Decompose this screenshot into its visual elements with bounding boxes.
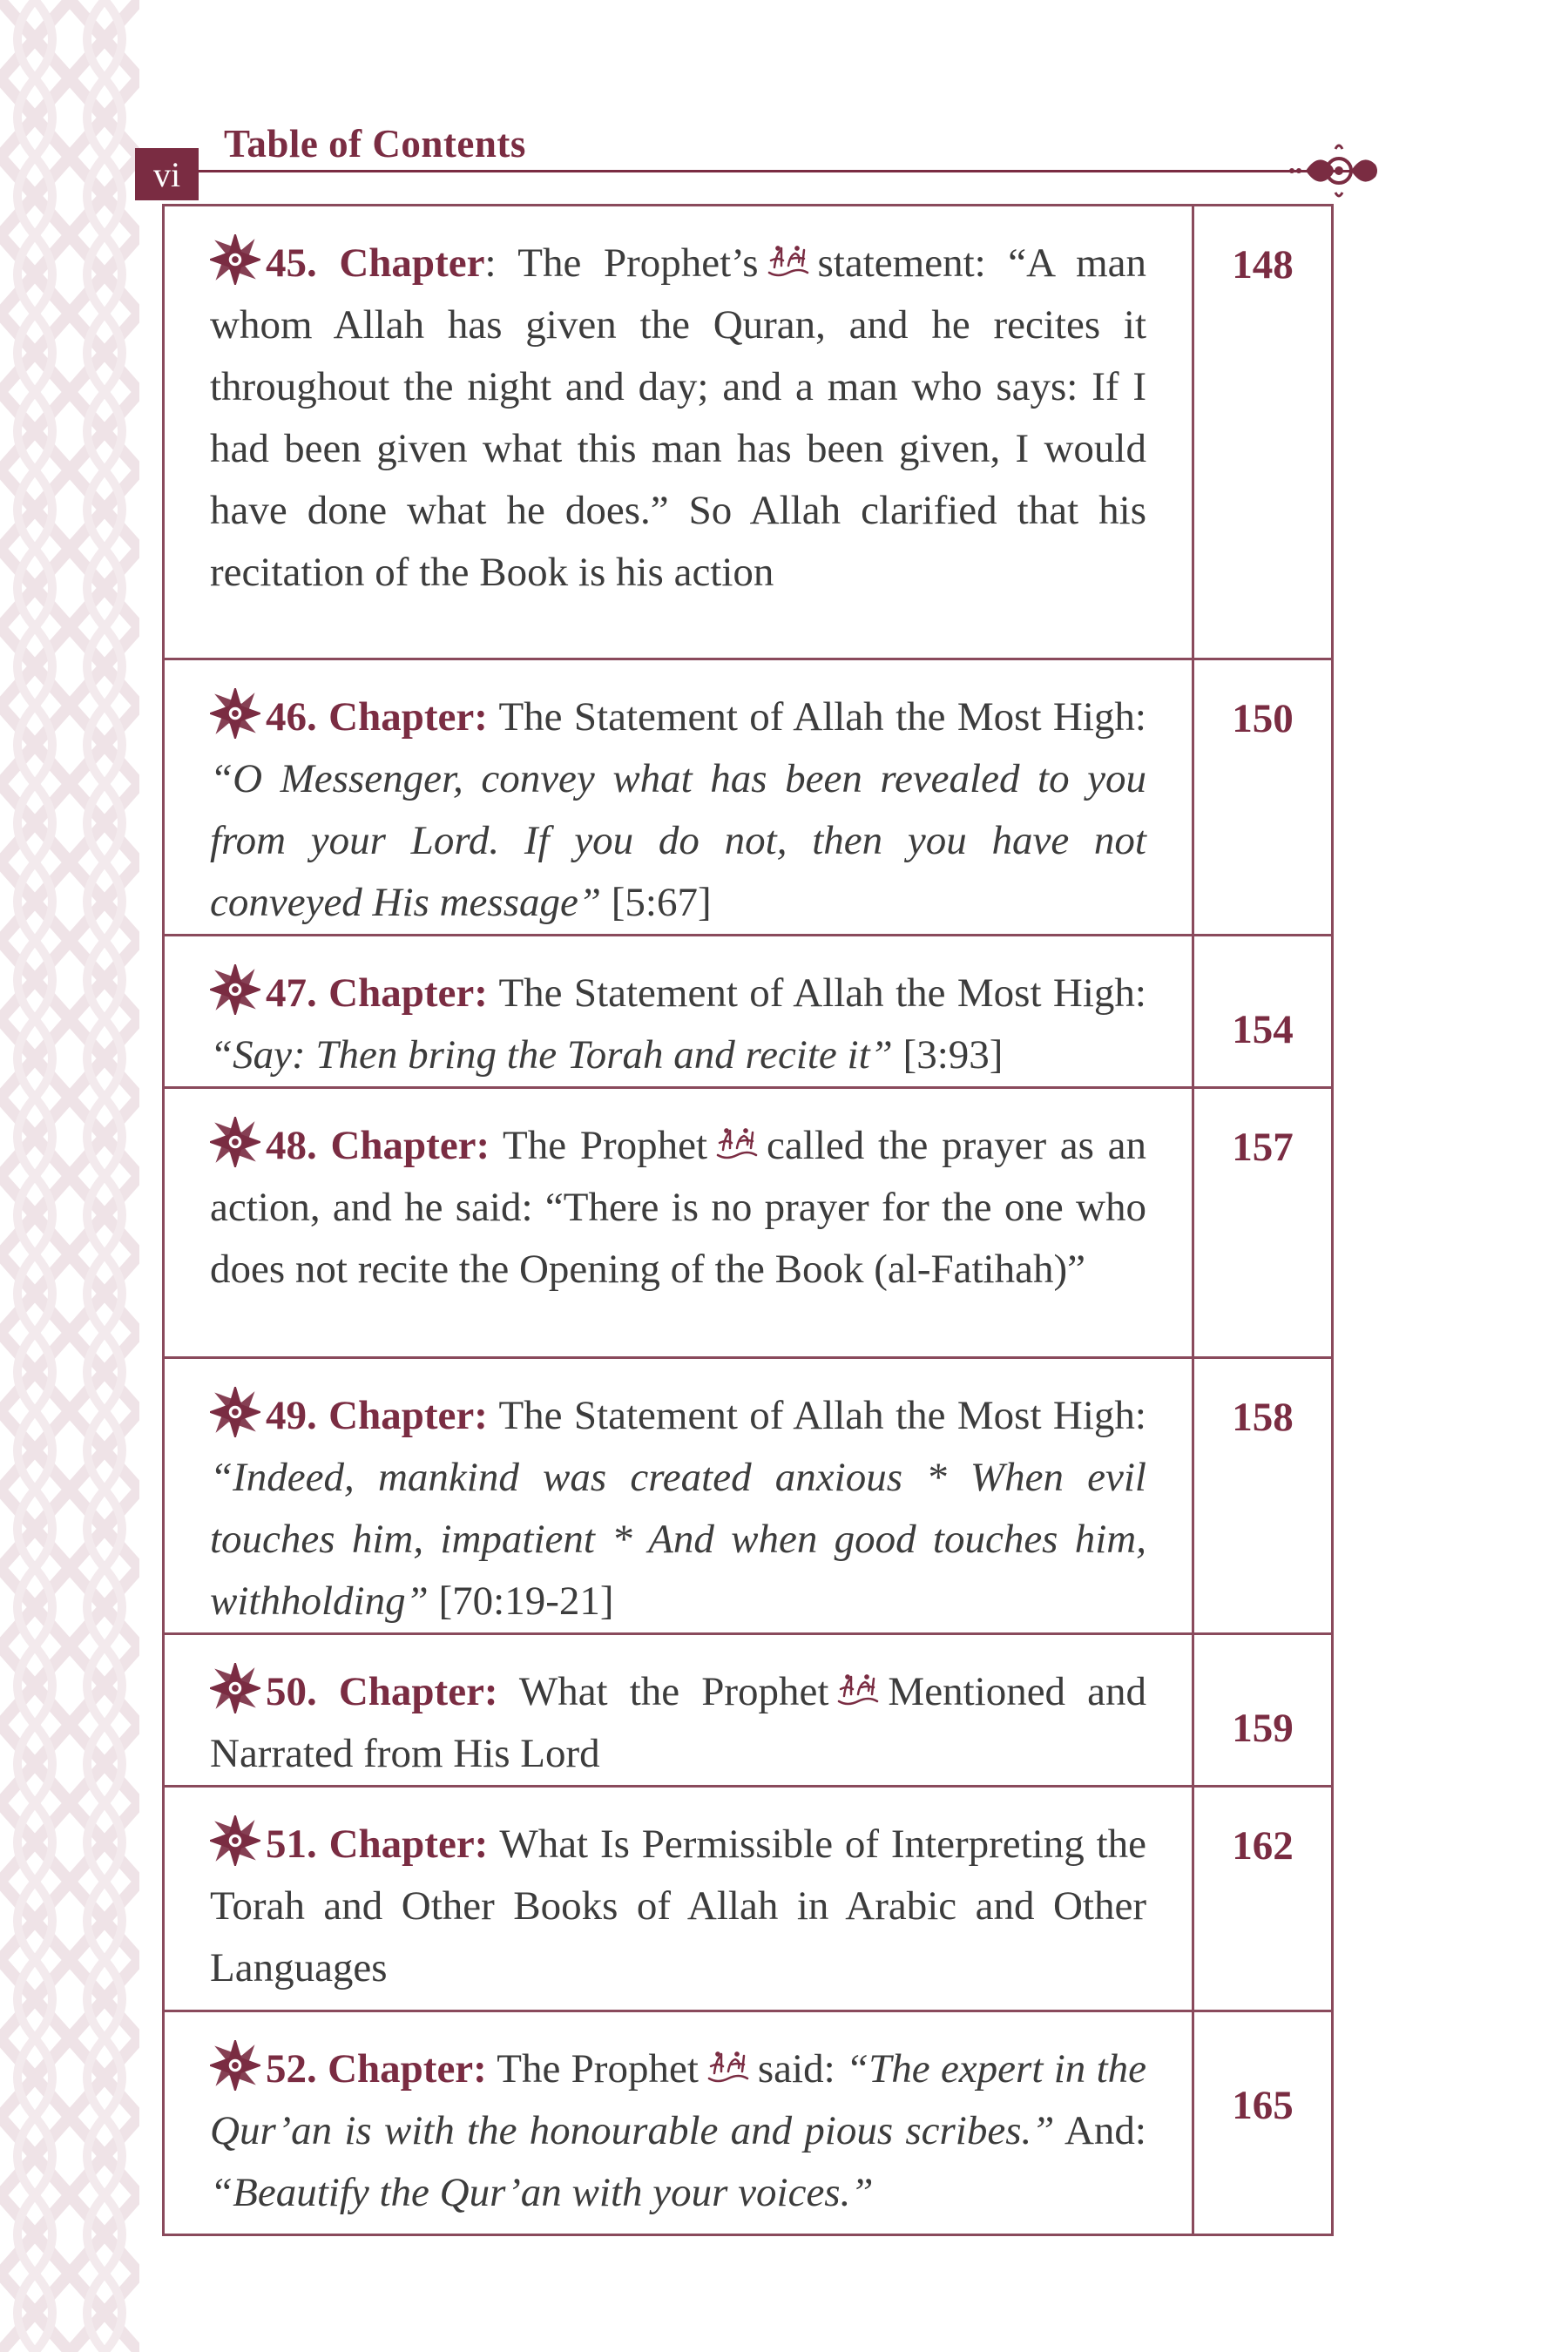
- toc-entry-text: [210, 1814, 1146, 1999]
- toc-table: [162, 204, 1334, 2236]
- page-number: 148: [1232, 242, 1294, 287]
- toc-entry-text: [210, 963, 1146, 1086]
- toc-row: [164, 2011, 1333, 2235]
- toc-entry-title: [164, 659, 1193, 936]
- honorific-icon: [714, 1125, 760, 1164]
- page-number-badge: vi: [135, 148, 199, 200]
- floral-ornament-icon: [1285, 142, 1381, 199]
- chapter-quote: “Beautify the Qur’an with your voices.”: [210, 2170, 874, 2215]
- rosette-icon: [210, 2040, 260, 2091]
- chapter-number: 48. Chapter:: [266, 1123, 490, 1168]
- chapter-number: 51. Chapter:: [266, 1821, 489, 1867]
- chapter-number: 46. Chapter:: [266, 694, 488, 740]
- chapter-quote: “The expert in the Qur’an is with the honourable and pious scribes.”: [210, 2046, 1146, 2153]
- page-number: 162: [1232, 1823, 1294, 1869]
- rosette-icon: [210, 1815, 260, 1866]
- toc-entry-text: [210, 233, 1146, 604]
- toc-entry-text: [210, 1661, 1146, 1785]
- chapter-text: And:: [1054, 2108, 1146, 2153]
- rosette-icon: [210, 964, 260, 1015]
- side-decorative-pattern: [0, 0, 139, 2352]
- page-number: 165: [1232, 2083, 1294, 2128]
- toc-entry-title: [164, 936, 1193, 1088]
- chapter-text: The Statement of Allah the Most High:: [487, 970, 1146, 1016]
- toc-entry-title: [164, 1088, 1193, 1358]
- page-number: 157: [1232, 1125, 1294, 1170]
- chapter-text: The Prophet: [486, 2046, 699, 2092]
- verse-reference: [5:67]: [600, 880, 712, 925]
- page-number: 159: [1232, 1706, 1294, 1751]
- rosette-icon: [210, 1663, 260, 1713]
- rosette-icon: [210, 1117, 260, 1167]
- toc-entry-page: [1193, 659, 1333, 936]
- page-number: 154: [1232, 1007, 1294, 1052]
- chapter-text: What the Prophet: [497, 1669, 829, 1714]
- toc-entry-title: [164, 1634, 1193, 1787]
- toc-row: [164, 1634, 1333, 1787]
- toc-entry-page: [1193, 1358, 1333, 1634]
- chapter-text: The Statement of Allah the Most High:: [487, 1393, 1146, 1438]
- toc-entry-title: [164, 206, 1193, 659]
- header-divider: [199, 170, 1353, 172]
- rosette-icon: [210, 688, 260, 739]
- page-number: 150: [1232, 696, 1294, 741]
- page-title: Table of Contents: [224, 122, 526, 166]
- toc-row: [164, 1358, 1333, 1634]
- chapter-quote: “Say: Then bring the Torah and recite it”: [210, 1032, 893, 1078]
- toc-entry-page: [1193, 1787, 1333, 2011]
- chapter-number: 49. Chapter:: [266, 1393, 488, 1438]
- chapter-quote: “Indeed, mankind was created anxious * When evil touches him, impatient * And when good touches him, withholding”: [210, 1455, 1146, 1624]
- toc-entry-page: [1193, 1634, 1333, 1787]
- toc-entry-title: [164, 2011, 1193, 2235]
- toc-row: [164, 206, 1333, 659]
- toc-entry-title: [164, 1358, 1193, 1634]
- verse-reference: [3:93]: [892, 1032, 1004, 1078]
- honorific-icon: [835, 1672, 881, 1710]
- chapter-text: The Prophet: [490, 1123, 708, 1168]
- verse-reference: [70:19-21]: [428, 1578, 614, 1624]
- honorific-icon: [766, 243, 811, 281]
- chapter-text: The Prophet’s: [496, 240, 759, 286]
- page-number: 158: [1232, 1395, 1294, 1440]
- toc-entry-text: [210, 2038, 1146, 2224]
- toc-entry-page: [1193, 1088, 1333, 1358]
- rosette-icon: [210, 1387, 260, 1437]
- chapter-text: said:: [757, 2046, 846, 2092]
- chapter-text: The Statement of Allah the Most High:: [487, 694, 1146, 740]
- toc-row: [164, 936, 1333, 1088]
- toc-entry-text: [210, 1385, 1146, 1632]
- chapter-number: 45. Chapter: [266, 240, 485, 286]
- toc-entry-page: [1193, 206, 1333, 659]
- chapter-separator: :: [484, 240, 497, 286]
- rosette-icon: [210, 234, 260, 285]
- toc-entry-page: [1193, 2011, 1333, 2235]
- chapter-text: Mentioned and Narrated from His Lord: [210, 1669, 1146, 1776]
- honorific-icon: [706, 2049, 751, 2087]
- toc-row: [164, 1787, 1333, 2011]
- toc-entry-text: [210, 1115, 1146, 1301]
- chapter-number: 52. Chapter:: [266, 2046, 487, 2092]
- chapter-text: called the prayer as an action, and he said: “There is no prayer for the one who does not recite the Opening of the Book (al-Fatihah)”: [210, 1123, 1147, 1292]
- toc-row: [164, 659, 1333, 936]
- chapter-text: What Is Permissible of Interpreting the Torah and Other Books of Allah in Arabic and Other Languages: [210, 1821, 1146, 1990]
- toc-entry-text: [210, 686, 1146, 934]
- toc-entry-title: [164, 1787, 1193, 2011]
- page-header: [135, 118, 1381, 200]
- toc-entry-page: [1193, 936, 1333, 1088]
- chapter-text: statement: “A man whom Allah has given the Quran, and he recites it throughout the night and day; and a man who says: If I had been given what this man has been given, I would have done what he does.” So Allah clarified that his recitation of the Book is his action: [210, 240, 1147, 595]
- chapter-quote: “O Messenger, convey what has been revealed to you from your Lord. If you do not, then you have not conveyed His message”: [210, 756, 1146, 925]
- toc-row: [164, 1088, 1333, 1358]
- chapter-number: 47. Chapter:: [266, 970, 488, 1016]
- chapter-number: 50. Chapter:: [266, 1669, 498, 1714]
